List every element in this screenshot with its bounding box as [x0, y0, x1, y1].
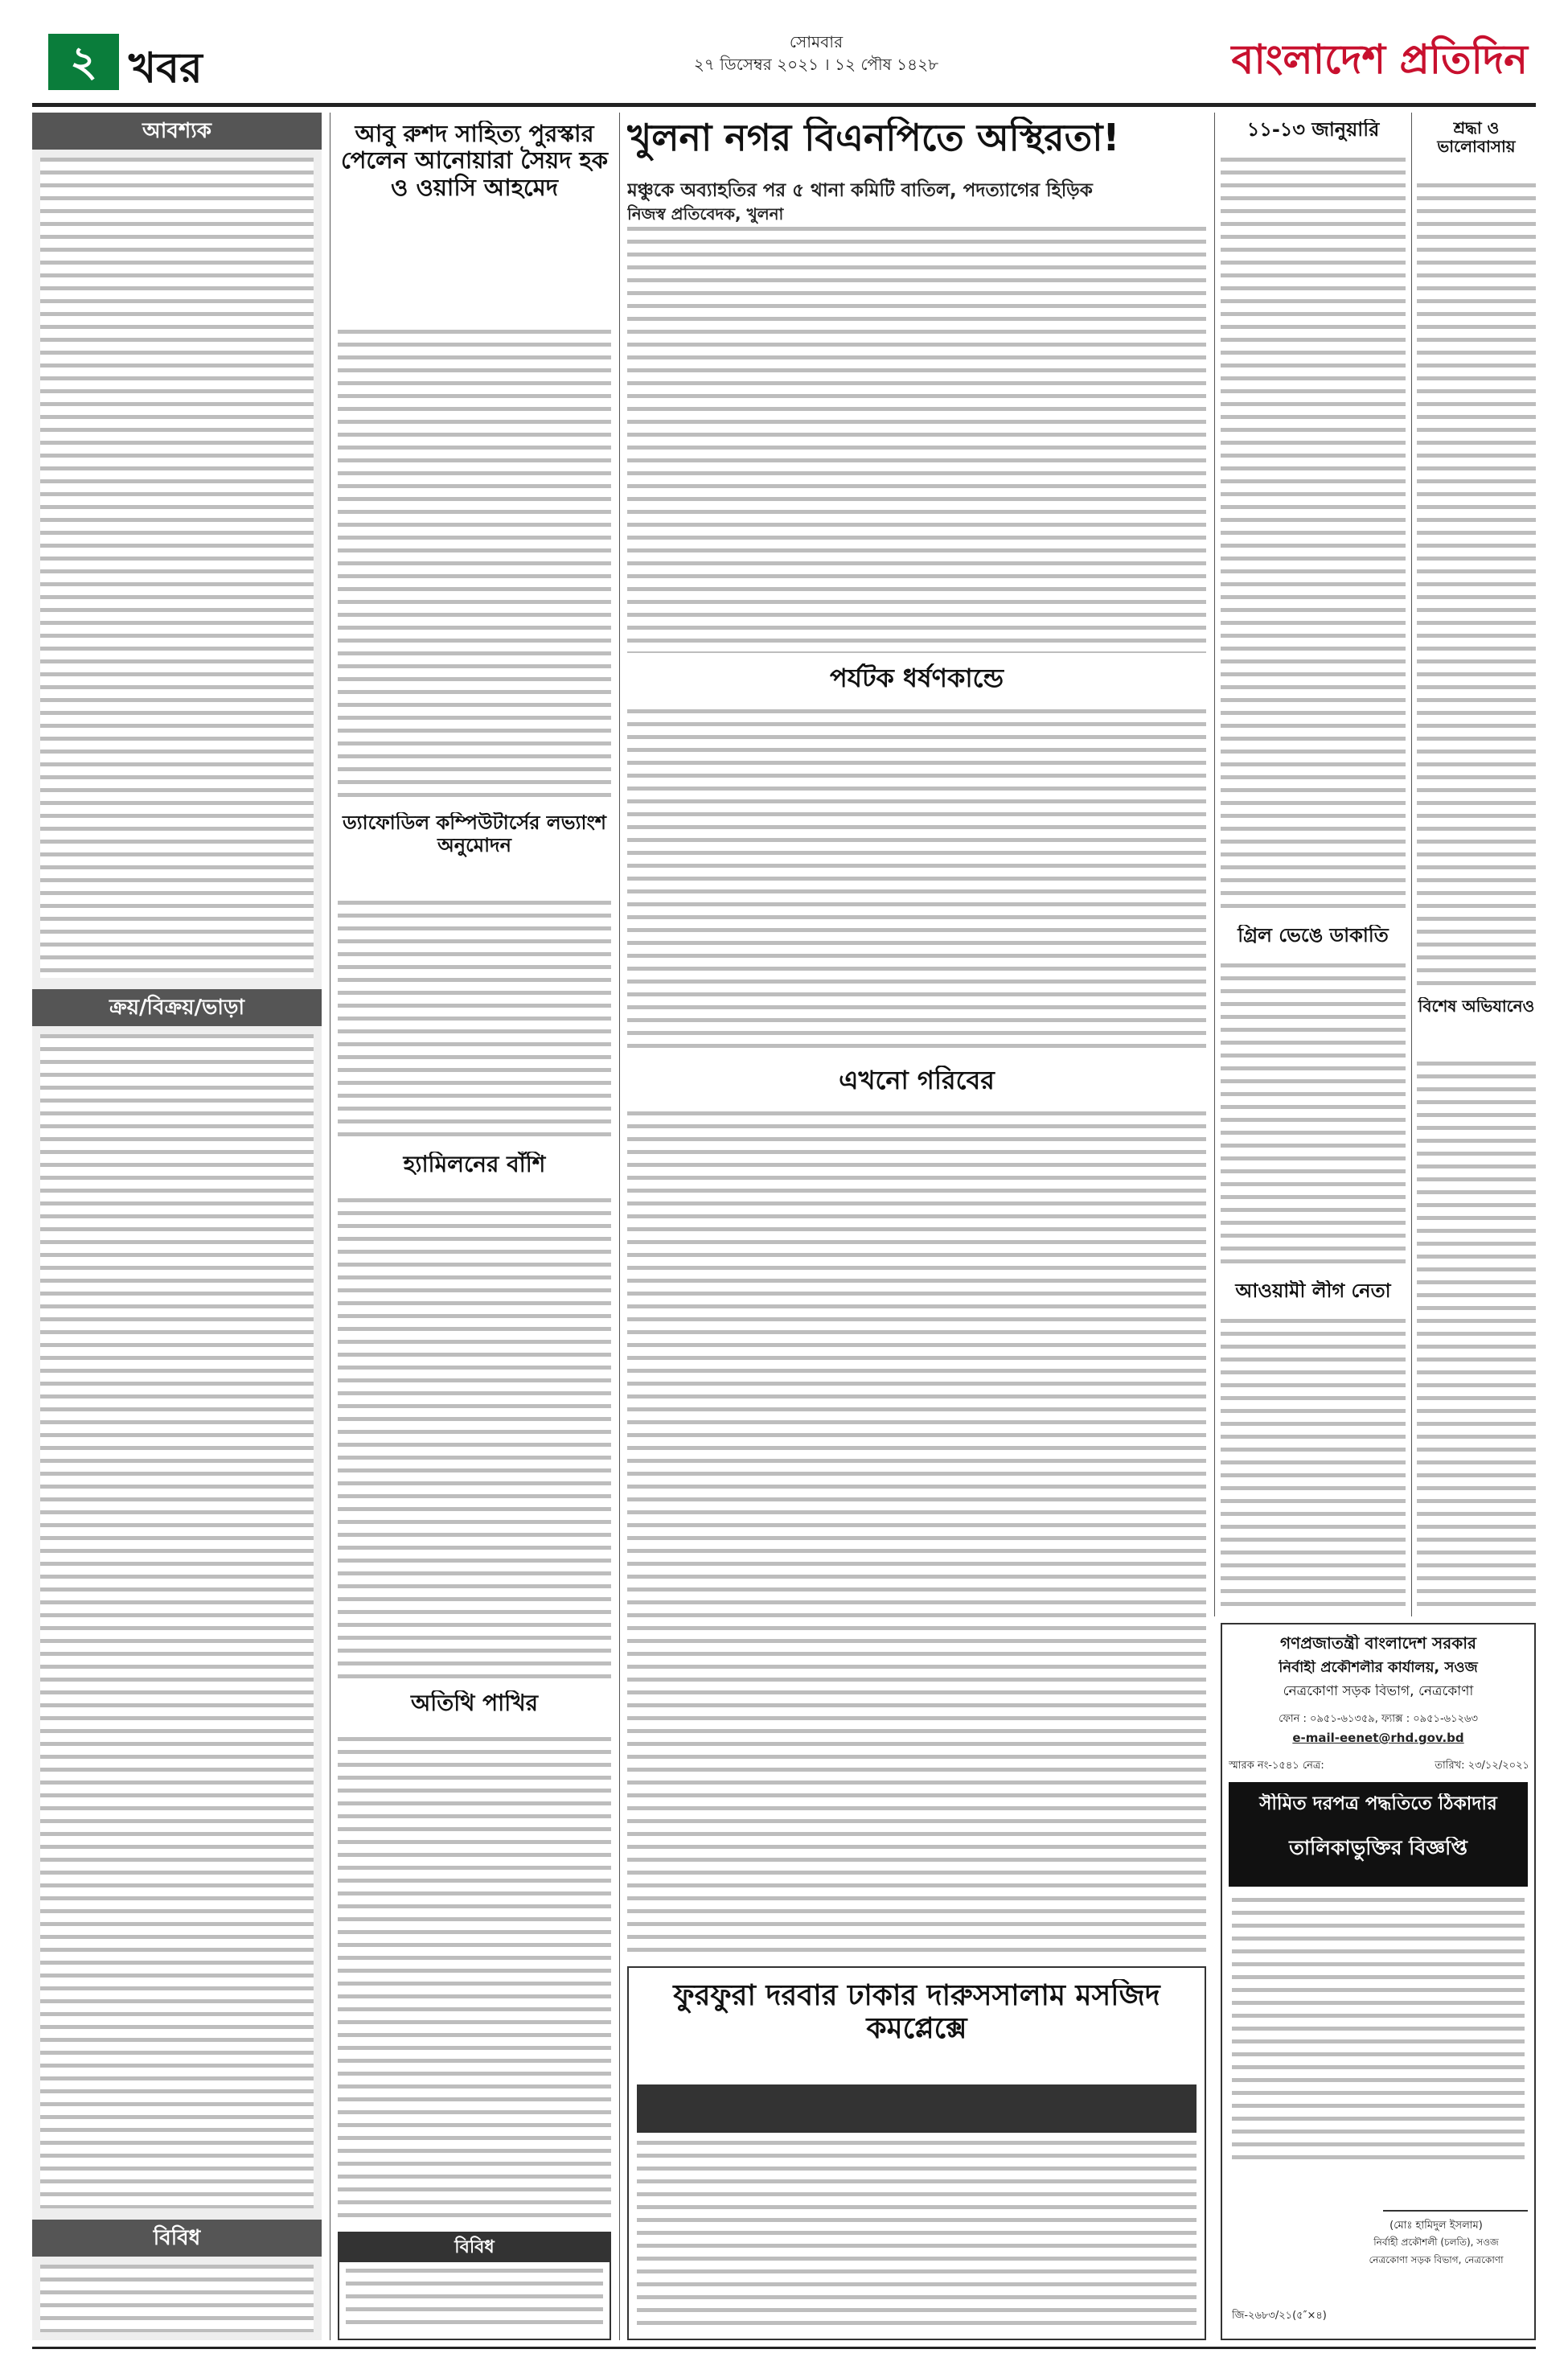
main-subheadline: মঞ্চুকে অব্যাহতির পর ৫ থানা কমিটি বাতিল, পদত্যাগের হিড়িক	[627, 180, 1093, 201]
classified-header-kroy-label: ক্রয়/বিক্রয়/ভাড়া	[109, 996, 245, 1020]
award-body	[338, 330, 611, 804]
awami-headline: আওয়ামী লীগ নেতা	[1235, 1280, 1391, 1302]
tourist-headline: পর্যটক ধর্ষণকান্ডে	[829, 663, 1004, 693]
tender-signature	[1383, 2179, 1528, 2212]
page-number-badge	[48, 34, 119, 90]
special-drive-headline: বিশেষ অভিযানেও	[1418, 997, 1535, 1016]
column-divider-3	[1214, 113, 1215, 1616]
tender-division-line: নেত্রকোণা সড়ক বিভাগ, নেত্রকোণা	[1283, 1684, 1474, 1699]
january-headline: ১১-১৩ জানুয়ারি	[1246, 119, 1380, 141]
date-line: ২৭ ডিসেম্বর ২০২১ । ১২ পৌষ ১৪২৮	[693, 55, 939, 74]
award-headline: আবু রুশদ সাহিত্য পুরস্কার পেলেন আনোয়ারা সৈয়দ হক ও ওয়াসি আহমেদ	[340, 121, 609, 201]
page-number: ২	[70, 38, 97, 86]
respect-headline: শ্রদ্ধা ও ভালোবাসায়	[1437, 119, 1516, 156]
respect-body	[1417, 183, 1536, 988]
tender-office-line: নির্বাহী প্রকৌশলীর কার্যালয়, সওজ	[1279, 1660, 1478, 1676]
tender-phone: ফোন : ০৯৫১-৬১৩৫৯, ফ্যাক্স : ০৯৫১-৬১২৬৩	[1279, 1713, 1478, 1725]
awami-body	[1221, 1319, 1406, 1612]
classified-header-kroy	[32, 989, 322, 1026]
hamilin-headline: হ্যামিলনের বাঁশি	[403, 1152, 546, 1177]
furfura-ad	[627, 1966, 1206, 2340]
bibidh-box-title: বিবিধ	[339, 2233, 610, 2262]
classified-text-block-2	[40, 1034, 314, 2208]
tourist-body	[627, 709, 1206, 1055]
tender-ref: জি-২৬৮৩/২১(৫″×৪)	[1232, 2310, 1327, 2322]
tender-signature-name: (মোঃ হামিদুল ইসলাম)	[1389, 2220, 1483, 2232]
hamilin-body	[338, 1198, 611, 1681]
main-body	[627, 227, 1206, 653]
tender-notice	[1221, 1623, 1536, 2340]
tender-body	[1232, 1898, 1525, 2163]
bibidh-box	[338, 2232, 611, 2340]
tender-date: তারিখ: ২৩/১২/২০২১	[1435, 1760, 1529, 1772]
tender-headline-2: তালিকাভুক্তির বিজ্ঞপ্তি	[1289, 1837, 1467, 1859]
bibidh-box-body	[346, 2269, 603, 2333]
classified-text-block-1	[40, 158, 314, 978]
guest-bird-headline: অতিথি পাখির	[410, 1690, 539, 1716]
grill-body	[1221, 963, 1406, 1269]
brand-logo: বাংলাদেশ প্রতিদিন	[1231, 36, 1528, 83]
tender-headline-1: সীমিত দরপত্র পদ্ধতিতে ঠিকাদার	[1259, 1793, 1497, 1814]
tender-email: e-mail-eenet@rhd.gov.bd	[1292, 1731, 1464, 1745]
tender-signature-office: নেত্রকোণা সড়ক বিভাগ, নেত্রকোণা	[1369, 2254, 1504, 2265]
furfura-ad-body	[637, 2141, 1197, 2331]
classifieds-rail	[32, 113, 322, 2340]
column-divider-4	[1411, 113, 1412, 1616]
classified-text-block-3	[40, 2265, 314, 2332]
furfura-ad-title: ফুরফুরা দরবার ঢাকার দারুসসালাম মসজিদ কমপ্লেক্সে	[673, 1979, 1160, 2046]
january-body	[1221, 158, 1406, 914]
masthead-rule	[32, 103, 1536, 107]
main-byline: নিজস্ব প্রতিবেদক, খুলনা	[627, 204, 784, 224]
classified-header-bibidho-label: বিবিধ	[153, 2226, 201, 2250]
furfura-ad-band	[637, 2084, 1197, 2133]
classified-header-bibidho	[32, 2220, 322, 2257]
tender-memo: স্মারক নং-১৫৪১ নেত্র:	[1229, 1760, 1324, 1772]
masthead	[32, 24, 1536, 98]
weekday: সোমবার	[789, 32, 844, 51]
tender-gov-line: গণপ্রজাতন্ত্রী বাংলাদেশ সরকার	[1280, 1634, 1476, 1653]
daffodil-body	[338, 901, 611, 1142]
daffodil-headline: ড্যাফোডিল কম্পিউটার্সের লভ্যাংশ অনুমোদন	[343, 812, 606, 856]
special-drive-body	[1417, 1062, 1536, 1612]
still-poor-body	[627, 1111, 1206, 1956]
still-poor-headline: এখনো গরিবের	[839, 1066, 995, 1095]
column-divider-2	[619, 113, 620, 2340]
main-headline: খুলনা নগর বিএনপিতে অস্থিরতা!	[627, 117, 1120, 159]
tender-headline-band	[1229, 1782, 1528, 1887]
footer-rule	[32, 2347, 1536, 2349]
section-name: খবর	[129, 44, 203, 92]
tender-signature-title: নির্বাহী প্রকৌশলী (চলতি), সওজ	[1373, 2236, 1499, 2248]
guest-bird-body	[338, 1737, 611, 2220]
classified-header-aboshyok-label: আবশ্যক	[142, 119, 211, 143]
classified-header-aboshyok	[32, 113, 322, 150]
grill-headline: গ্রিল ভেঙে ডাকাতি	[1238, 925, 1389, 947]
